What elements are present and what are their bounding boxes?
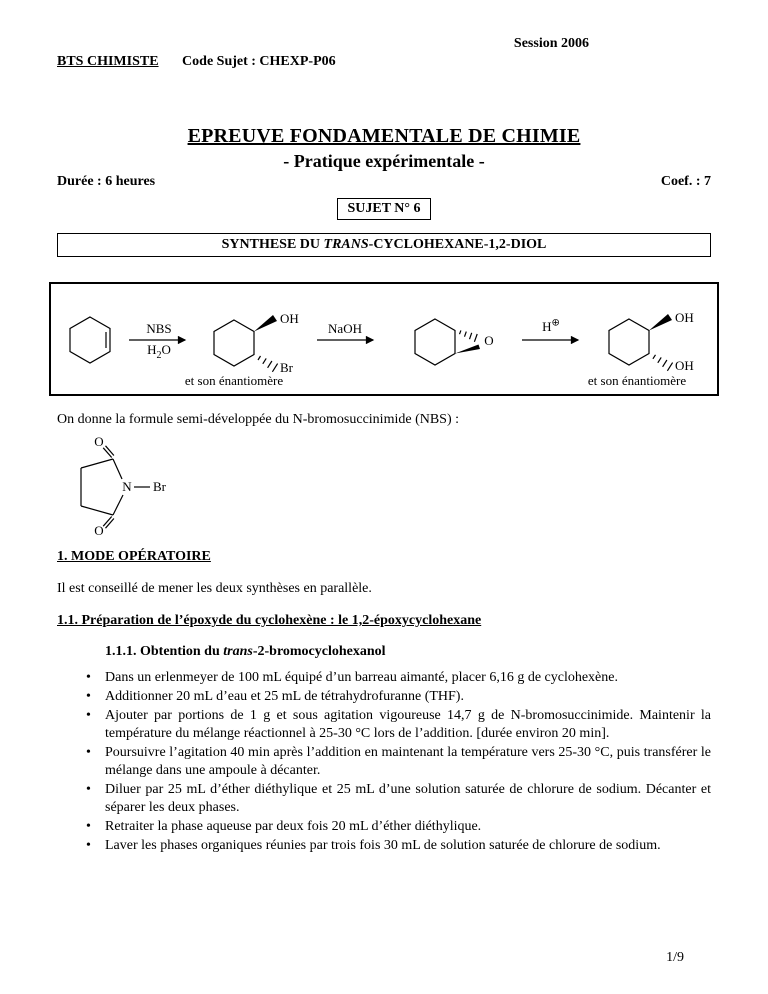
- synthesis-title-pre: SYNTHESE DU: [221, 237, 324, 252]
- nbs-intro-text: On donne la formule semi-développée du N-bromosuccinimide (NBS) :: [57, 412, 460, 427]
- nbs-nitrogen-label: N: [122, 479, 132, 494]
- bromohydrin-br-label: Br: [280, 360, 293, 375]
- diol-oh-bottom-label: OH: [675, 358, 694, 373]
- procedure-steps-list: [57, 669, 711, 855]
- section-1-1-title: 1.1. Préparation de l’époxyde du cyclohexène : le 1,2-époxycyclohexane: [57, 613, 482, 628]
- subtitle: - Pratique expérimentale -: [283, 151, 485, 171]
- reagent-acid-label: H⊕: [542, 317, 560, 334]
- synthesis-title-italic: TRANS: [323, 237, 369, 252]
- main-title: EPREUVE FONDAMENTALE DE CHIMIE: [187, 125, 581, 147]
- coefficient-label: Coef. : 7: [660, 174, 711, 189]
- synthesis-title-box: [57, 233, 711, 257]
- nbs-oxygen-top-label: O: [94, 434, 104, 449]
- section-1-1-1-title: 1.1.1. Obtention du trans-2-bromocyclohexanol: [105, 644, 386, 659]
- section-1-title: 1. MODE OPÉRATOIRE: [57, 549, 211, 564]
- subject-number-box: SUJET N° 6: [337, 198, 430, 220]
- epoxide-oxygen-label: O: [484, 333, 494, 348]
- nbs-oxygen-bottom-label: O: [94, 523, 104, 537]
- procedure-step: • Diluer par 25 mL d’éther diéthylique et 25 mL d’une solution saturée de chlorure de sodium. Décanter et séparer les deux phases.: [105, 781, 711, 817]
- duration-label: Durée : 6 heures: [57, 174, 156, 189]
- advice-text: Il est conseillé de mener les deux synthèses en parallèle.: [57, 581, 372, 596]
- reagent-naoh-label: NaOH: [328, 321, 362, 336]
- nbs-bromine-label: Br: [153, 479, 166, 494]
- session-label: Session 2006: [513, 36, 589, 51]
- procedure-step: • Retraiter la phase aqueuse par deux fois 20 mL d’éther diéthylique.: [105, 818, 711, 836]
- subject-code: Code Sujet : CHEXP-P06: [182, 54, 336, 69]
- procedure-step: • Poursuivre l’agitation 40 min après l’addition en maintenant la température vers 25-30 °C, puis transférer le mélange dans une ampoule à décanter.: [105, 744, 711, 780]
- enantiomer-note-1: et son énantiomère: [184, 373, 284, 388]
- reagent-nbs-label: NBS: [146, 321, 172, 336]
- meta-row: [57, 174, 711, 190]
- document-header: [57, 54, 711, 72]
- bromohydrin-oh-label: OH: [280, 311, 299, 326]
- subject-number-row: [57, 198, 711, 220]
- procedure-step: • Dans un erlenmeyer de 100 mL équipé d’un barreau aimanté, placer 6,16 g de cyclohexène.: [105, 669, 711, 687]
- nbs-structure: [63, 433, 711, 537]
- procedure-step: • Laver les phases organiques réunies par trois fois 30 mL de solution saturée de chlorure de sodium.: [105, 837, 711, 855]
- reaction-scheme: [49, 282, 719, 396]
- nbs-structure-drawing: [63, 433, 213, 537]
- synthesis-title-post: -CYCLOHEXANE-1,2-DIOL: [368, 237, 547, 252]
- diol-oh-top-label: OH: [675, 310, 694, 325]
- reagent-water-label: $H_2O$: [147, 342, 171, 361]
- procedure-step: • Ajouter par portions de 1 g et sous agitation vigoureuse 14,7 g de N-bromosuccinimide. Maintenir la température du mélange réactionnel à 25-30 °C lors de l’addition. [durée environ 20 min].: [105, 707, 711, 743]
- enantiomer-note-2: et son énantiomère: [587, 373, 687, 388]
- title-block: [57, 124, 711, 172]
- procedure-step: • Additionner 20 mL d’eau et 25 mL de tétrahydrofuranne (THF).: [105, 688, 711, 706]
- exam-title: BTS CHIMISTE: [57, 54, 159, 69]
- plus-charge-icon: ⊕: [551, 317, 560, 329]
- page-number: 1/9: [666, 950, 684, 965]
